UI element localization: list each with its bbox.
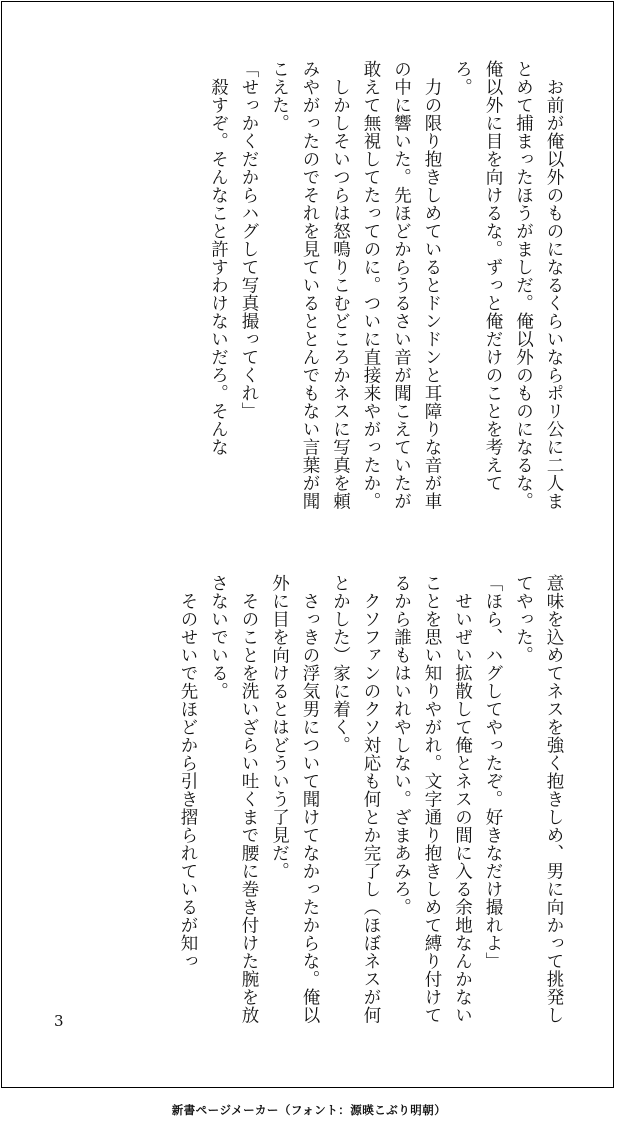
paragraph: せいぜい拡散して俺とネスの間に入る余地なんかないことを思い知りやがれ。文字通り抱きしめて縛り付けてるから誰もはいれやしない。ざまあみろ。: [391, 574, 473, 1024]
paragraph: 意味を込めてネスを強く抱きしめ、男に向かって挑発してやった。: [513, 574, 564, 1024]
text-block-top: [203, 60, 569, 515]
paragraph: クソファンのクソ対応も何とか完了し（ほぼネスが何とかした）家に着く。: [330, 574, 381, 1024]
paragraph: お前が俺以外のものになるくらいならポリ公に二人まとめて捕まったほうがましだ。俺以外のものになるな。俺以外に目を向けるな。ずっと俺だけのことを考えてろ。: [452, 60, 564, 510]
footer-credit: 新書ページメーカー（フォント：源暎こぶり明朝）: [171, 1103, 447, 1117]
paragraph: さっきの浮気男について聞けてなかったからな。俺以外に目を向けるとはどういう了見だ。: [269, 574, 320, 1024]
paragraph: そのことを洗いざらい吐くまで腰に巻き付けた腕を放さないでいる。: [208, 574, 259, 1024]
paragraph: 力の限り抱きしめているとドンドンと耳障りな音が車の中に響いた。先ほどからうるさい音が聞こえていたが敢えて無視してたってのに。ついに直接来やがったか。: [361, 60, 442, 510]
book-page: [1, 1, 614, 1088]
dialogue-line: 「ほら、ハグしてやったぞ。好きなだけ撮れよ」: [483, 574, 503, 970]
page-number: 3: [54, 1012, 64, 1030]
paragraph: そのせいで先ほどから引き摺られているが知っ: [178, 591, 198, 970]
paragraph: 殺すぞ。そんなこと許すわけないだろ。そんな: [208, 77, 229, 456]
text-block-bottom: [173, 574, 570, 1029]
dialogue-line: 「せっかくだからハグして写真撮ってくれ」: [239, 60, 259, 420]
paragraph: しかしそいつらは怒鳴りこむどころかネスに写真を頼みやがったのでそれを見ているととんでもない言葉が聞こえた。: [269, 60, 351, 510]
